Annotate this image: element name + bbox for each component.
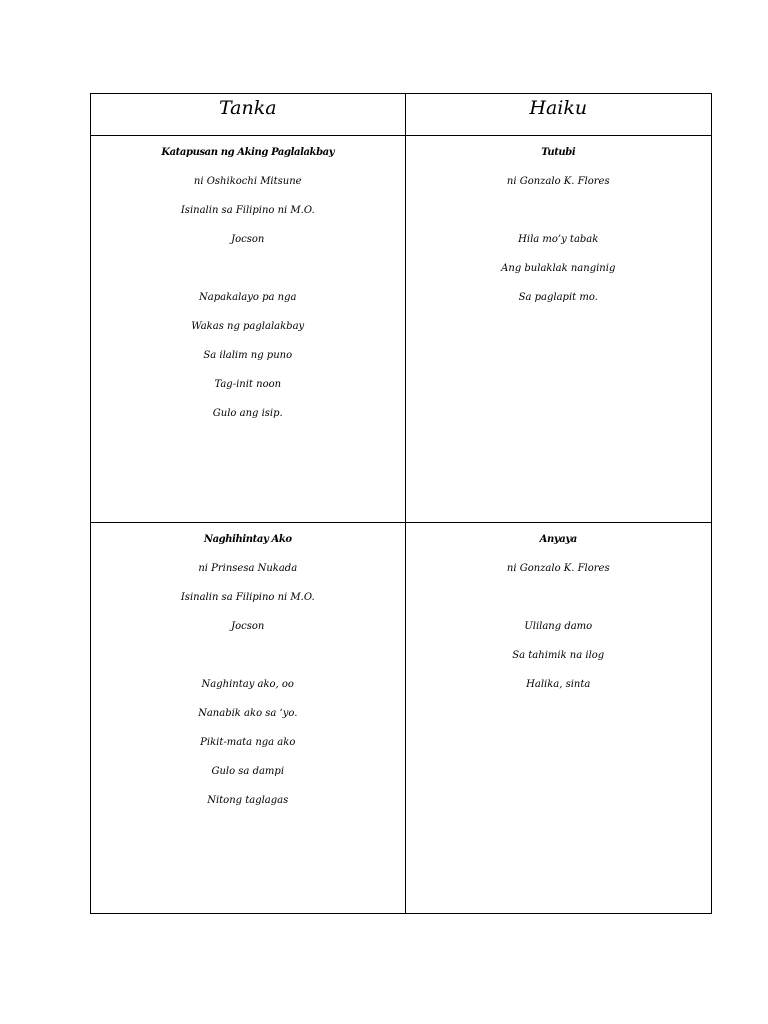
header-tanka: Tanka — [91, 94, 406, 136]
poem-line: Sa tahimik na ilog — [512, 650, 605, 661]
stanza-gap — [91, 254, 405, 283]
poem-line: Napakalayo pa nga — [199, 292, 297, 303]
poem-translation-line: Isinalin sa Filipino ni M.O. — [180, 592, 315, 603]
poem-table — [90, 93, 712, 914]
poem-title: Tutubi — [541, 147, 576, 158]
poem-line: Ulilang damo — [524, 621, 593, 632]
poem-katapusan — [91, 136, 405, 428]
poem-translation-line: Jocson — [231, 234, 265, 245]
poem-translation-line: Isinalin sa Filipino ni M.O. — [180, 205, 315, 216]
header-haiku: Haiku — [405, 94, 712, 136]
poem-line: Gulo sa dampi — [211, 766, 285, 777]
poem-line: Gulo ang isip. — [212, 408, 283, 419]
poem-cell — [405, 523, 712, 914]
stanza-gap — [406, 196, 712, 225]
poem-line: Pikit-mata nga ako — [200, 737, 296, 748]
table-row — [91, 136, 712, 523]
poem-author: ni Prinsesa Nukada — [198, 563, 298, 574]
header-row — [91, 94, 712, 136]
poem-tutubi — [406, 136, 712, 312]
poem-line: Halika, sinta — [526, 679, 591, 690]
stanza-gap — [91, 641, 405, 670]
poem-author: ni Oshikochi Mitsune — [193, 176, 302, 187]
poem-line: Wakas ng paglalakbay — [191, 321, 305, 332]
poem-title: Anyaya — [539, 534, 577, 545]
table-row — [91, 523, 712, 914]
poem-line: Nitong taglagas — [207, 795, 289, 806]
poem-line: Hila mo’y tabak — [518, 234, 599, 245]
poem-cell — [405, 136, 712, 523]
poem-title: Katapusan ng Aking Paglalakbay — [161, 147, 335, 158]
poem-line: Naghintay ako, oo — [201, 679, 294, 690]
poem-title: Naghihintay Ako — [203, 534, 292, 545]
stanza-gap — [406, 583, 712, 612]
poem-author: ni Gonzalo K. Flores — [506, 176, 610, 187]
poem-naghihintay — [91, 523, 405, 815]
poem-cell — [91, 523, 406, 914]
poem-line: Ang bulaklak nanginig — [501, 263, 616, 274]
poem-author: ni Gonzalo K. Flores — [506, 563, 610, 574]
poem-line: Sa ilalim ng puno — [203, 350, 293, 361]
poem-translation-line: Jocson — [231, 621, 265, 632]
poem-cell — [91, 136, 406, 523]
poem-line: Nanabik ako sa ‘yo. — [198, 708, 298, 719]
poem-line: Sa paglapit mo. — [518, 292, 598, 303]
poem-line: Tag-init noon — [214, 379, 282, 390]
poem-anyaya — [406, 523, 712, 699]
